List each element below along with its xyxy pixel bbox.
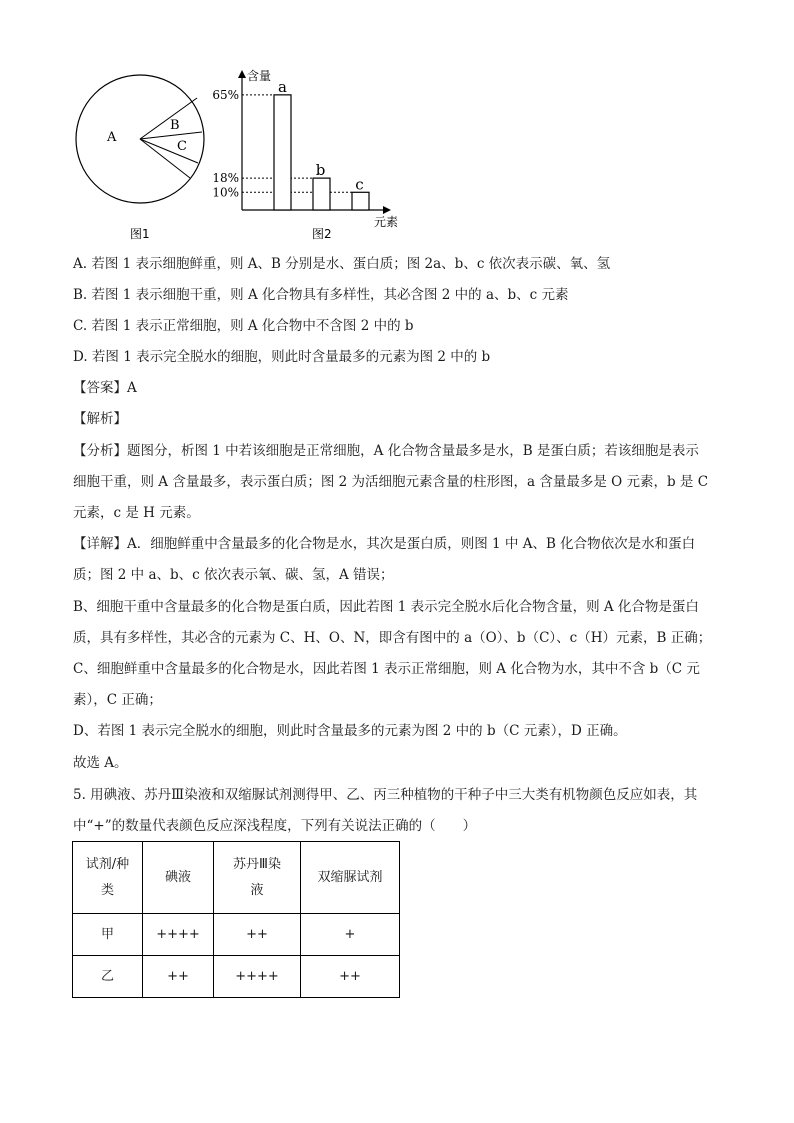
table-cell: +: [301, 914, 400, 956]
table-row: [73, 956, 400, 998]
table-cell: 乙: [73, 956, 143, 998]
table-header-row: [73, 842, 400, 914]
table-cell: ++: [301, 956, 400, 998]
bar-b: [313, 178, 330, 210]
y-tick-label: 10%: [212, 185, 239, 200]
bar-label-c: c: [355, 175, 364, 194]
analysis-line: 元素，c 是 H 元素。: [73, 505, 200, 521]
table-cell: 甲: [73, 914, 143, 956]
bar-label-b: b: [315, 161, 326, 180]
analysis-line: 故选 A。: [73, 755, 128, 771]
option-a: A. 若图 1 表示细胞鲜重，则 A、B 分别是水、蛋白质；图 2a、b、c 依次表示碳、氧、氢: [73, 256, 611, 272]
x-axis-arrow: [383, 206, 391, 214]
analysis-line: C、细胞鲜重中含量最多的化合物是水，因此若图 1 表示正常细胞，则 A 化合物为水，其中不含 b（C 元: [73, 661, 700, 677]
header-text: 苏丹Ⅲ染: [233, 856, 281, 872]
option-c: C. 若图 1 表示正常细胞，则 A 化合物中不含图 2 中的 b: [73, 318, 414, 334]
pie-slice-line: [140, 98, 197, 139]
table-header-cell: [143, 842, 214, 914]
bar-chart: [212, 69, 398, 229]
analysis-line: 细胞干重，则 A 含量最多，表示蛋白质；图 2 为活细胞元素含量的柱形图，a 含量最多是 O 元素，b 是 C: [73, 474, 709, 490]
analysis-line: 质；图 2 中 a、b、c 依次表示氧、碳、氢，A 错误；: [73, 567, 394, 583]
reaction-table: [72, 841, 400, 998]
analysis-line: 质，具有多样性，其必含的元素为 C、H、O、N，即含有图中的 a（O）、b（C）、c（H）元素，B 正确；: [73, 630, 712, 646]
pie-slice-line: [140, 132, 202, 139]
table-cell: ++: [143, 956, 214, 998]
analysis-line: 【详解】A．细胞鲜重中含量最多的化合物是水，其次是蛋白质，则图 1 中 A、B 化合物依次是水和蛋白: [73, 536, 696, 552]
bar-a: [274, 95, 291, 210]
table-cell: ++: [214, 914, 301, 956]
pie-label-c: C: [177, 139, 187, 154]
pie-slice-line: [140, 139, 198, 163]
header-text: 液: [250, 882, 264, 898]
bar-c: [352, 192, 369, 210]
header-text: 类: [100, 882, 114, 898]
analysis-line: 素），C 正确；: [73, 692, 162, 708]
header-text: 双缩脲试剂: [317, 869, 383, 885]
bar-label-a: a: [278, 77, 287, 96]
table-header-cell: [214, 842, 301, 914]
figure: [0, 0, 794, 250]
table-row: [73, 914, 400, 956]
y-axis-arrow: [238, 70, 246, 78]
header-text: 碘液: [164, 869, 191, 885]
option-b: B. 若图 1 表示细胞干重，则 A 化合物具有多样性，其必含图 2 中的 a、b、c 元素: [73, 287, 569, 303]
x-axis-title: 元素: [374, 215, 399, 229]
fig2-caption: 图2: [312, 227, 332, 241]
question-5-line: 中“+”的数量代表颜色反应深浅程度，下列有关说法正确的（ ）: [73, 818, 477, 834]
table-cell: ++++: [214, 956, 301, 998]
y-tick-label: 65%: [212, 87, 239, 102]
question-5-line: 5. 用碘液、苏丹Ⅲ染液和双缩脲试剂测得甲、乙、丙三种植物的干种子中三大类有机物颜色反应如表，其: [73, 787, 698, 803]
y-axis-title: 含量: [247, 69, 272, 83]
pie-label-b: B: [170, 118, 180, 133]
y-tick-label: 18%: [212, 171, 239, 186]
analysis-line: D、若图 1 表示完全脱水的细胞，则此时含量最多的元素为图 2 中的 b（C 元素），D 正确。: [73, 723, 627, 739]
pie-label-a: A: [107, 130, 117, 145]
fig1-caption: 图1: [130, 227, 150, 241]
analysis-heading: 【解析】: [73, 411, 127, 427]
header-text: 试剂/种: [85, 856, 130, 872]
table-cell: ++++: [143, 914, 214, 956]
answer: 【答案】A: [73, 380, 137, 396]
analysis-line: B、细胞干重中含量最多的化合物是蛋白质，因此若图 1 表示完全脱水后化合物含量，则 A 化合物是蛋白: [73, 599, 699, 615]
option-d: D. 若图 1 表示完全脱水的细胞，则此时含量最多的元素为图 2 中的 b: [73, 349, 491, 365]
table-header-cell: [73, 842, 143, 914]
table-header-cell: [301, 842, 400, 914]
analysis-line: 【分析】题图分，析图 1 中若该细胞是正常细胞，A 化合物含量最多是水，B 是蛋白质；若该细胞是表示: [73, 443, 699, 459]
